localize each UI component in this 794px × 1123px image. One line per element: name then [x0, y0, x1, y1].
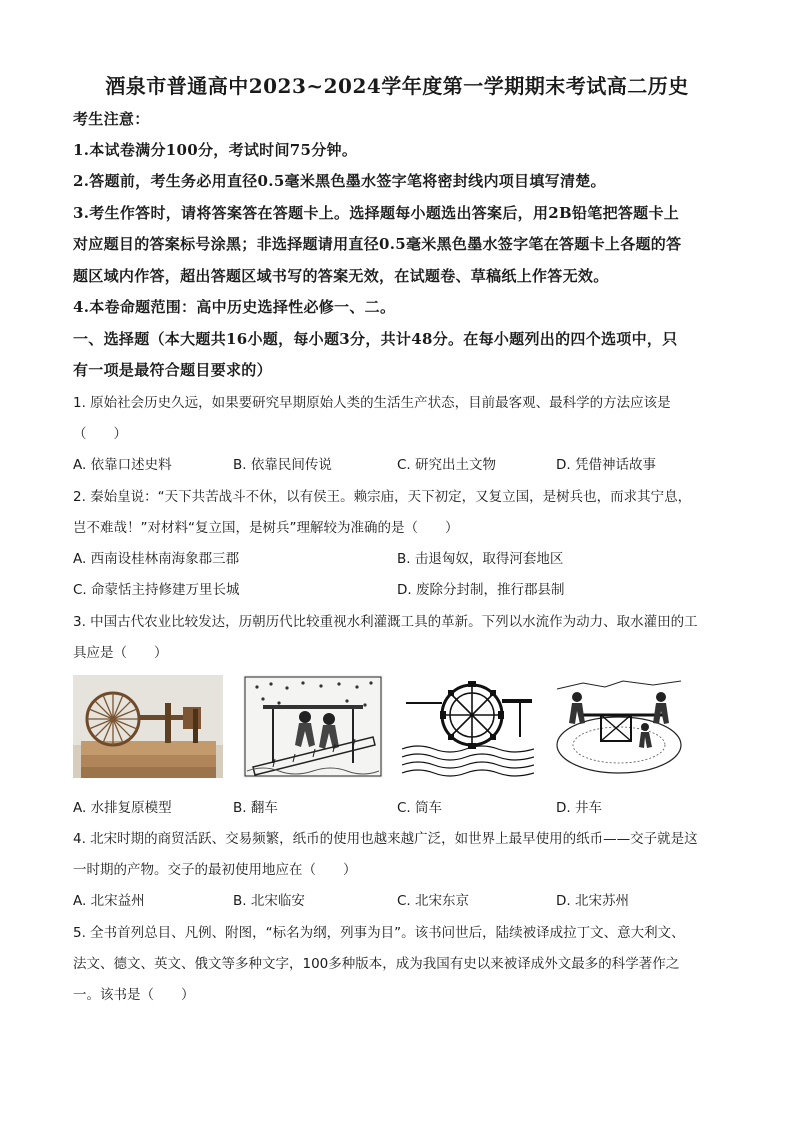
q1-text-a: 1. 原始社会历史久远，如果要研究早期原始人类的生活生产状态，目前最客观、最科学的方法应该是	[73, 395, 671, 411]
q3-option-b: B. 翻车	[233, 800, 278, 816]
q3-text-a: 3. 中国古代农业比较发达，历朝历代比较重视水利灌溉工具的革新。下列以水流作为动力、取水灌田的工	[73, 614, 698, 630]
notice-line-3b: 对应题目的答案标号涂黑；非选择题请用直径0.5毫米黑色墨水签字笔在答题卡上各题的答	[73, 235, 682, 253]
image-water-bellows-model	[73, 675, 223, 778]
q1-text-b: （ ）	[73, 426, 127, 442]
q5-text-c: 一。该书是（ ）	[73, 987, 195, 1003]
q4-text-a: 4. 北宋时期的商贸活跃、交易频繁，纸币的使用也越来越广泛，如世界上最早使用的纸币——交子就是这	[73, 831, 698, 847]
q3-option-d: D. 井车	[556, 800, 602, 816]
q3-option-c: C. 筒车	[397, 800, 443, 816]
image-well-wheel	[553, 675, 685, 778]
q4-text-b: 一时期的产物。交子的最初使用地应在（ ）	[73, 862, 357, 878]
image-tube-water-wheel	[402, 675, 534, 778]
notice-line-4: 4.本卷命题范围：高中历史选择性必修一、二。	[73, 298, 396, 316]
q1-option-d: D. 凭借神话故事	[556, 457, 656, 473]
q1-option-b: B. 依靠民间传说	[233, 457, 332, 473]
exam-title: 酒泉市普通高中2023~2024学年度第一学期期末考试高二历史	[105, 74, 689, 98]
section-heading-b: 有一项是最符合题目要求的）	[73, 361, 272, 379]
q1-option-a: A. 依靠口述史料	[73, 457, 172, 473]
section-heading-a: 一、选择题（本大题共16小题，每小题3分，共计48分。在每小题列出的四个选项中，只	[73, 330, 678, 348]
q2-option-c: C. 命蒙恬主持修建万里长城	[73, 582, 240, 598]
q4-option-d: D. 北宋苏州	[556, 893, 629, 909]
notice-line-3a: 3.考生作答时，请将答案答在答题卡上。选择题每小题选出答案后，用2B铅笔把答题卡上	[73, 204, 680, 222]
notice-heading: 考生注意：	[73, 110, 150, 128]
q3-text-b: 具应是（ ）	[73, 645, 168, 661]
notice-line-3c: 题区域内作答，超出答题区域书写的答案无效，在试题卷、草稿纸上作答无效。	[73, 267, 609, 285]
notice-line-1: 1.本试卷满分100分，考试时间75分钟。	[73, 141, 358, 159]
q2-text-b: 岂不难哉！”对材料“复立国，是树兵”理解较为准确的是（ ）	[73, 520, 459, 536]
q2-option-d: D. 废除分封制，推行郡县制	[397, 582, 565, 598]
q2-option-b: B. 击退匈奴，取得河套地区	[397, 551, 564, 567]
q4-option-c: C. 北宋东京	[397, 893, 470, 909]
q1-option-c: C. 研究出土文物	[397, 457, 497, 473]
q5-text-b: 法文、德文、英文、俄文等多种文字，100多种版本，成为我国有史以来被译成外文最多的科学著作之	[73, 956, 680, 972]
q5-text-a: 5. 全书首列总目、凡例、附图，“标名为纲，列事为目”。该书问世后，陆续被译成拉丁文、意大利文、	[73, 925, 685, 941]
image-square-pallet-chain-pump	[243, 675, 383, 778]
q3-option-a: A. 水排复原模型	[73, 800, 172, 816]
q4-option-b: B. 北宋临安	[233, 893, 305, 909]
q2-option-a: A. 西南设桂林南海象郡三郡	[73, 551, 240, 567]
q4-option-a: A. 北宋益州	[73, 893, 145, 909]
q2-text-a: 2. 秦始皇说：“天下共苦战斗不休，以有侯王。赖宗庙，天下初定，又复立国，是树兵也，而求其宁息，	[73, 489, 692, 505]
notice-line-2: 2.答题前，考生务必用直径0.5毫米黑色墨水签字笔将密封线内项目填写清楚。	[73, 172, 606, 190]
